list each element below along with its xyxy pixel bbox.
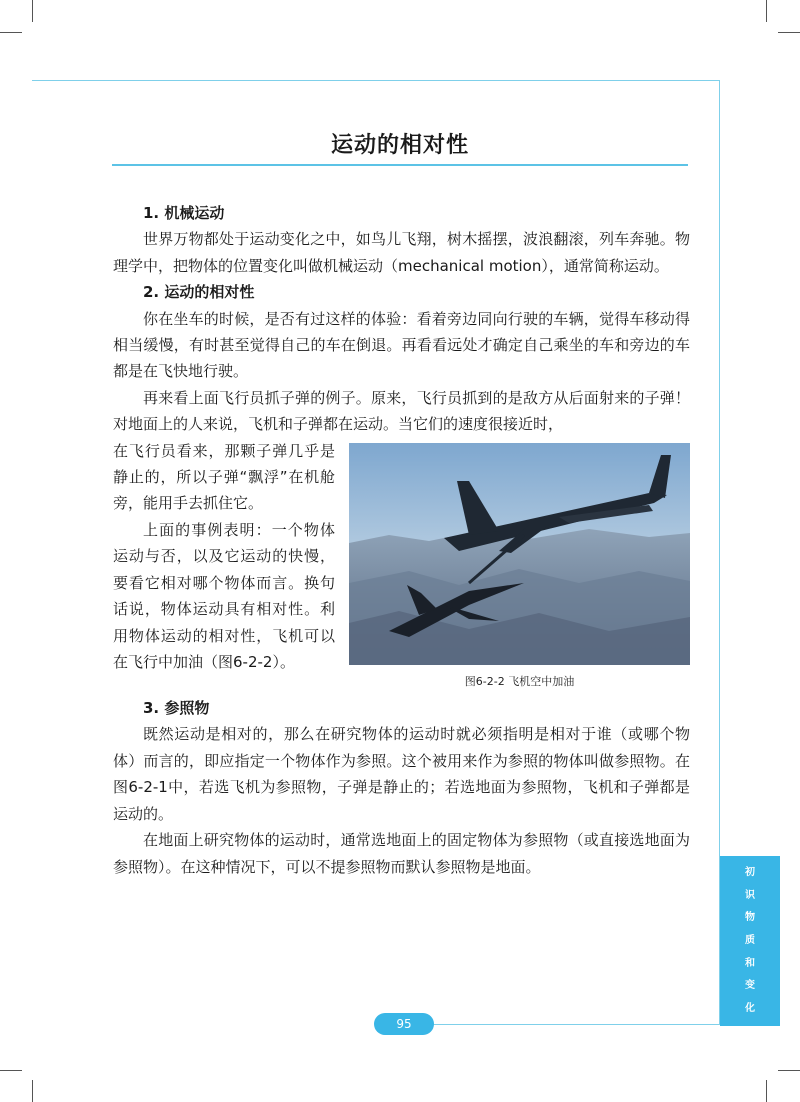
paragraph: 再来看上面飞行员抓子弹的例子。原来，飞行员抓到的是敌方从后面射来的子弹！对地面上的人来说，飞机和子弹都在运动。当它们的速度很接近时， [113,388,690,434]
chapter-side-tab [720,856,780,1026]
title-underline [112,164,688,166]
paragraph: 上面的事例表明：一个物体运动与否，以及它运动的快慢，要看它相对哪个物体而言。换句话说，物体运动具有相对性。利用物体运动的相对性，飞机可以在飞行中加油（图6-2-2）。 [113,520,335,671]
page-number: 95 [374,1013,434,1035]
paragraph: 你在坐车的时候，是否有过这样的体验：看着旁边同向行驶的车辆，觉得车移动得相当缓慢，有时甚至觉得自己的车在倒退。再看看远处才确定自己乘坐的车和旁边的车都是在飞快地行驶。 [113,309,690,381]
crop-mark [778,1070,800,1071]
crop-mark [766,0,767,22]
section-heading: 1. 机械运动 [143,204,225,222]
article-body [113,200,690,880]
figure [349,443,690,695]
crop-mark [0,32,22,33]
section-heading: 2. 运动的相对性 [143,283,255,302]
page-title: 运动的相对性 [330,133,469,158]
paragraph-continuation: 在飞行员看来，那颗子弹几乎是静止的，所以子弹“飘浮”在机舱旁，能用手去抓住它。 [113,441,335,513]
side-tab-char: 化 [745,1002,755,1014]
side-tab-char: 和 [745,957,755,969]
crop-mark [32,1080,33,1102]
aerial-refueling-photo [349,443,690,665]
side-tab-char: 物 [745,912,755,924]
wrapped-text [113,438,335,676]
crop-mark [778,32,800,33]
page-frame-bottom [432,1024,720,1025]
side-tab-char: 识 [745,889,755,901]
figure-caption: 图6-2-2 飞机空中加油 [464,674,575,688]
crop-mark [0,1070,22,1071]
crop-mark [766,1080,767,1102]
section-heading: 3. 参照物 [143,699,210,718]
page-frame-top [32,80,720,81]
paragraph: 在地面上研究物体的运动时，通常选地面上的固定物体为参照物（或直接选地面为参照物）。在这种情况下，可以不提参照物而默认参照物是地面。 [113,831,690,876]
crop-mark [32,0,33,22]
text-with-figure [113,438,690,695]
side-tab-char: 初 [745,867,755,879]
paragraph: 既然运动是相对的，那么在研究物体的运动时就必须指明是相对于谁（或哪个物体）而言的，即应指定一个物体作为参照。这个被用来作为参照的物体叫做参照物。在图6-2-1中，若选飞机为参照物，子弹是静止的；若选地面为参照物，飞机和子弹都是运动的。 [113,725,690,823]
side-tab-char: 变 [745,980,755,992]
side-tab-char: 质 [745,934,755,946]
paragraph: 世界万物都处于运动变化之中，如鸟儿飞翔，树木摇摆，波浪翻滚，列车奔驰。物理学中，把物体的位置变化叫做机械运动（mechanical motion），通常简称运动。 [113,230,690,275]
